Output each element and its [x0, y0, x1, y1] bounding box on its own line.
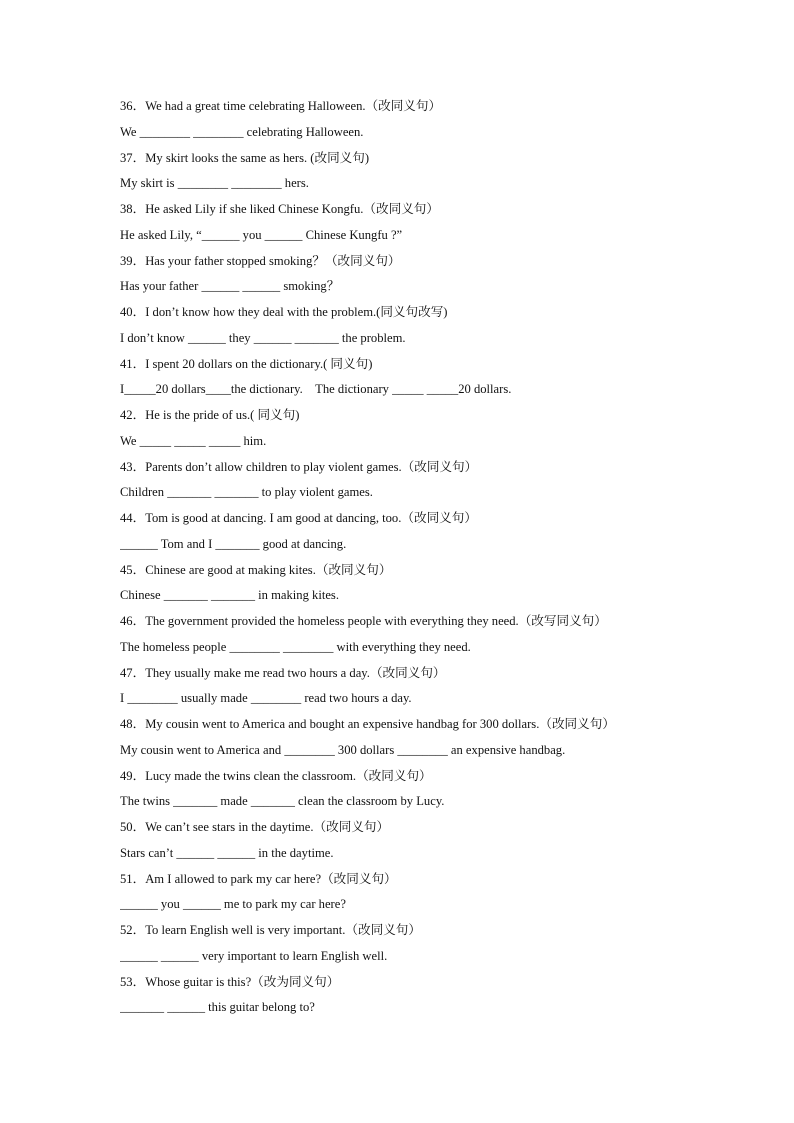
question-42: 42．He is the pride of us.( 同义句) [120, 408, 300, 422]
question-53: 53．Whose guitar is this?（改为同义句） [120, 974, 340, 989]
answer-50: Stars can’t ______ ______ in the daytime. [120, 845, 334, 860]
answer-43: Children _______ _______ to play violent games. [120, 485, 373, 500]
answer-39: Has your father ______ ______ smoking？ [120, 279, 340, 294]
question-46: 46．The government provided the homeless people with everything they need.（改写同义句） [120, 614, 607, 628]
answer-49: The twins _______ made _______ clean the classroom by Lucy. [120, 794, 445, 809]
question-40: 40．I don’t know how they deal with the problem.(同义句改写) [120, 305, 448, 319]
question-38: 38．He asked Lily if she liked Chinese Kongfu.（改同义句） [120, 202, 439, 216]
question-51: 51．Am I allowed to park my car here?（改同义句） [120, 871, 397, 886]
question-48: 48．My cousin went to America and bought an expensive handbag for 300 dollars.（改同义句） [120, 717, 615, 731]
answer-37: My skirt is ________ ________ hers. [120, 176, 309, 191]
answer-48: My cousin went to America and ________ 300 dollars ________ an expensive handbag. [120, 742, 566, 757]
question-50: 50．We can’t see stars in the daytime.（改同义句） [120, 820, 390, 834]
answer-42: We _____ _____ _____ him. [120, 433, 267, 448]
question-39: 39．Has your father stopped smoking？（改同义句） [120, 253, 401, 268]
question-49: 49．Lucy made the twins clean the classroom.（改同义句） [120, 768, 432, 783]
answer-36: We ________ ________ celebrating Halloween. [120, 124, 364, 139]
question-37: 37．My skirt looks the same as hers. (改同义句) [120, 150, 370, 165]
answer-45: Chinese _______ _______ in making kites. [120, 588, 339, 603]
answer-53: _______ ______ this guitar belong to? [120, 1000, 315, 1015]
question-45: 45．Chinese are good at making kites.（改同义句） [120, 562, 392, 577]
answer-40: I don’t know ______ they ______ _______ the problem. [120, 330, 406, 345]
question-44: 44．Tom is good at dancing. I am good at dancing, too.（改同义句） [120, 511, 477, 525]
exercise-list [120, 94, 720, 1021]
answer-44: ______ Tom and I _______ good at dancing. [120, 536, 347, 551]
answer-52: ______ ______ very important to learn English well. [120, 948, 388, 963]
question-43: 43．Parents don’t allow children to play violent games.（改同义句） [120, 459, 478, 474]
answer-41: I_____20 dollars____the dictionary. The dictionary _____ _____20 dollars. [120, 382, 512, 397]
question-47: 47．They usually make me read two hours a day.（改同义句） [120, 665, 446, 680]
answer-51: ______ you ______ me to park my car here? [120, 897, 346, 912]
answer-47: I ________ usually made ________ read two hours a day. [120, 691, 412, 706]
question-41: 41．I spent 20 dollars on the dictionary.( 同义句) [120, 356, 373, 371]
answer-46: The homeless people ________ ________ with everything they need. [120, 639, 471, 654]
question-52: 52．To learn English well is very important.（改同义句） [120, 923, 421, 937]
question-36: 36．We had a great time celebrating Halloween.（改同义句） [120, 99, 442, 113]
answer-38: He asked Lily, “______ you ______ Chinese Kungfu ?” [120, 227, 403, 242]
